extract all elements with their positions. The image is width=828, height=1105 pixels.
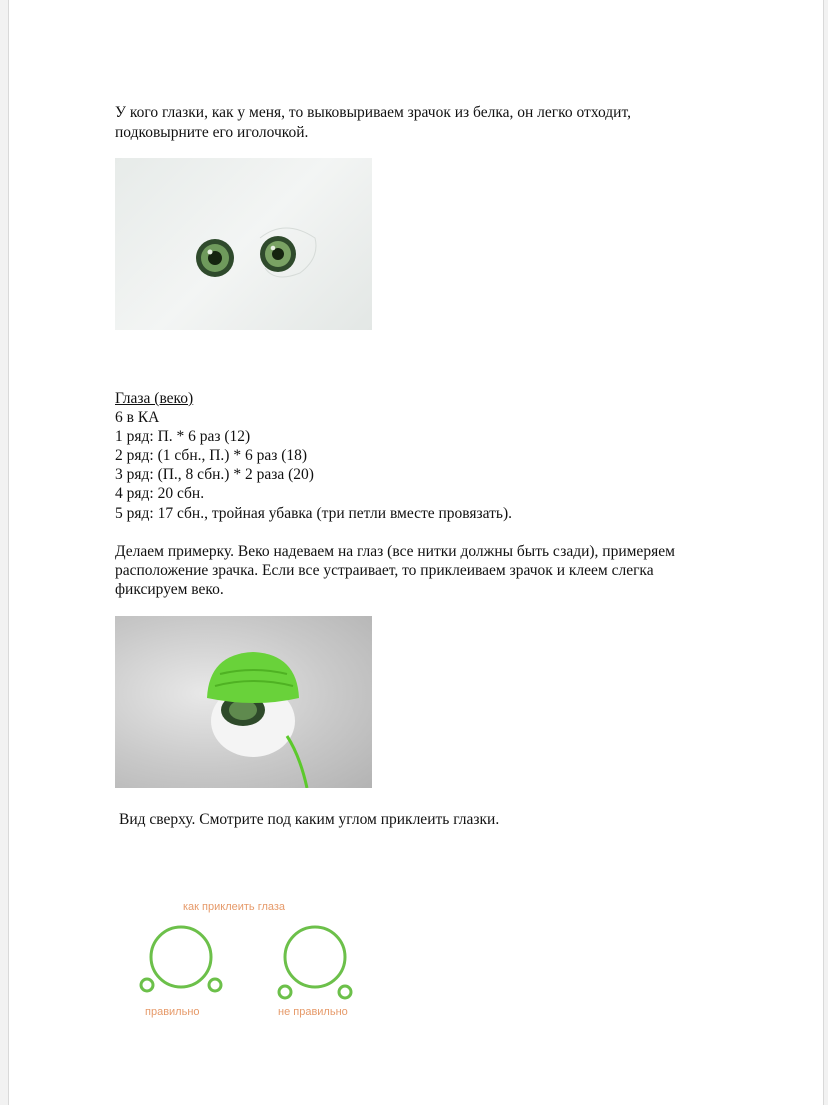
pattern-line: 6 в КА [115,409,160,426]
fitting-line-3: фиксируем веко. [115,581,224,598]
top-view-caption: Вид сверху. Смотрите под каким углом приклеить глазки. [119,811,500,828]
fitting-line-1: Делаем примерку. Веко надеваем на глаз (все нитки должны быть сзади), примеряем [115,543,675,560]
eyes-photo [115,158,372,330]
pattern-line: 1 ряд: П. * 6 раз (12) [115,428,251,445]
eyelid-photo [115,616,372,788]
pattern-line: 3 ряд: (П., 8 сбн.) * 2 раза (20) [115,466,314,483]
section-title: Глаза (веко) [115,390,194,407]
eye-placement-diagram [135,895,375,1025]
pattern-line: 5 ряд: 17 сбн., тройная убавка (три петли вместе провязать). [115,505,513,522]
intro-line-2: подковырните его иголочкой. [115,124,309,141]
intro-line-1: У кого глазки, как у меня, то выковыриваем зрачок из белка, он легко отходит, [115,104,631,121]
incorrect-label: не правильно [278,1006,348,1018]
fitting-line-2: расположение зрачка. Если все устраивает, то приклеиваем зрачок и клеем слегка [115,562,654,579]
pattern-line: 4 ряд: 20 сбн. [115,485,205,502]
correct-label: правильно [145,1006,200,1018]
diagram-title: как приклеить глаза [183,901,286,913]
incorrect-figure [279,927,351,998]
pattern-line: 2 ряд: (1 сбн., П.) * 6 раз (18) [115,447,308,464]
correct-figure [141,927,221,991]
